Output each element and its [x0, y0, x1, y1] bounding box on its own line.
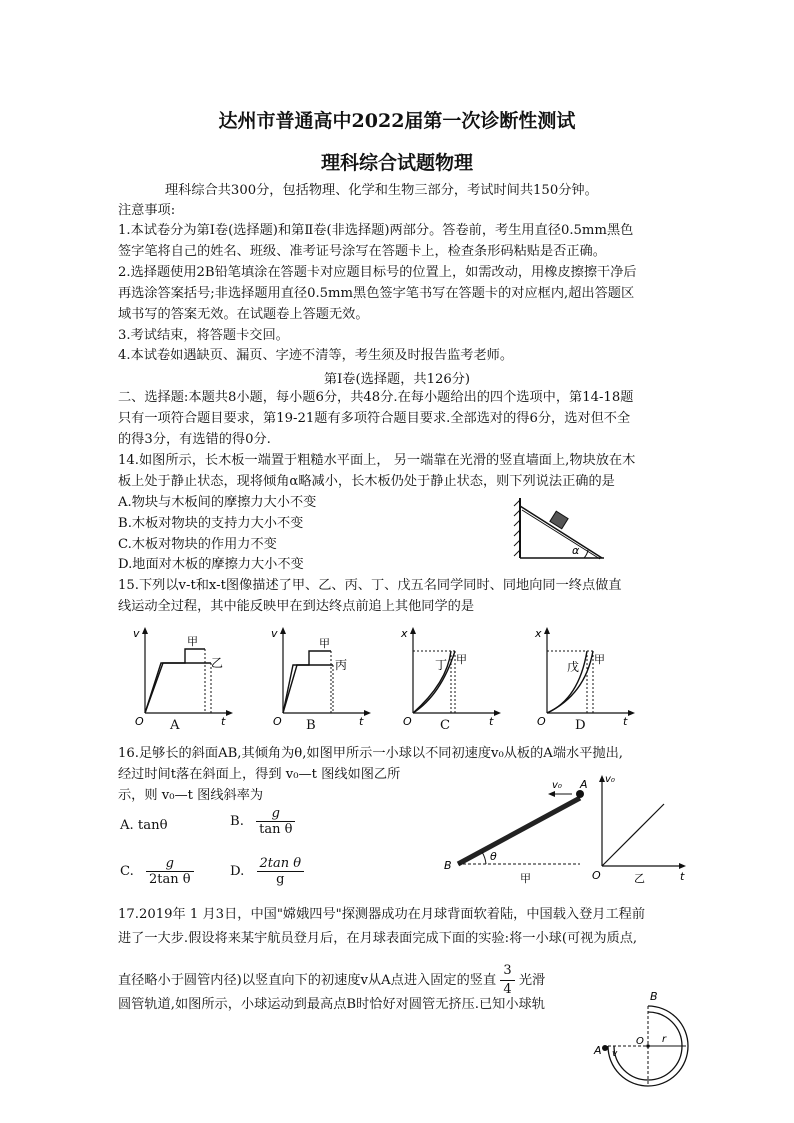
q15-stem: 线运动全过程，其中能反映甲在到达终点前追上其他同学的是 [118, 599, 475, 614]
denominator: 4 [503, 982, 512, 997]
q17-stem: 进了一大步.假设将来某宇航员登月后，在月球表面完成下面的实验:将一小球(可视为质点, [118, 931, 638, 946]
q15-graph-a [125, 625, 235, 735]
curve-label-wu: 戊 [567, 660, 580, 674]
q15-stem: 15.下列以v-t和x-t图像描述了甲、乙、丙、丁、戊五名同学同时、同地向同一终点做直 [118, 578, 622, 593]
option-label: C. [120, 864, 134, 879]
curve-label-jia: 甲 [456, 653, 467, 666]
point-b-label: B [444, 859, 452, 872]
curve-label-yi: 乙 [211, 656, 224, 670]
denominator: g [276, 872, 285, 887]
three-quarter-fraction [500, 962, 514, 999]
figure-caption: 甲 [520, 872, 531, 885]
figure-caption: 乙 [634, 872, 645, 885]
exam-summary: 理科综合共300分，包括物理、化学和生物三部分，考试时间共150分钟。 [165, 183, 598, 198]
origin-label: O [135, 715, 144, 728]
numerator: g [146, 856, 194, 872]
q16-option-a: A. tanθ [120, 818, 168, 833]
radius-label: r [662, 1034, 667, 1045]
axis-label-t: t [623, 715, 628, 728]
fraction [257, 856, 305, 887]
q14-option-b: B.木板对物块的支持力大小不变 [118, 516, 304, 531]
q14-option-c: C.木板对物块的作用力不变 [118, 537, 277, 552]
notice-line: 2.选择题使用2B铅笔填涂在答题卡对应题目标号的位置上，如需改动，用橡皮擦擦干净后 [118, 265, 637, 280]
numerator: g [256, 806, 295, 822]
axis-label-t: t [221, 715, 226, 728]
q16-figure-yi [590, 772, 690, 887]
q14-option-d: D.地面对木板的摩擦力大小不变 [118, 557, 304, 572]
origin-label: O [537, 715, 546, 728]
numerator: 2tan θ [257, 856, 305, 872]
axis-label-v: v [133, 627, 140, 640]
fraction [256, 806, 295, 837]
q15-option-c: C [440, 718, 451, 733]
q16-stem: 16.足够长的斜面AB,其倾角为θ,如图甲所示一小球以不同初速度v₀从板的A端水平抛出, [118, 746, 623, 761]
q14-stem: 14.如图所示，长木板一端置于粗糙水平面上， 另一端靠在光滑的竖直墙面上,物块放在木 [118, 453, 636, 468]
option-label: B. [230, 814, 244, 829]
page-subtitle: 理科综合试题物理 [320, 152, 473, 174]
section-heading: 第Ⅰ卷(选择题，共126分) [323, 372, 471, 387]
denominator: 2tan θ [149, 872, 191, 887]
q15-option-a: A [170, 718, 180, 733]
q17-text: 直径略小于圆管内径)以竖直向下的初速度v从A点进入固定的竖直 [118, 973, 497, 988]
q16-stem: 经过时间t落在斜面上，得到 v₀—t 图线如图乙所 [118, 767, 401, 782]
alpha-label: α [572, 544, 580, 557]
q16-stem: 示，则 v₀—t 图线斜率为 [118, 788, 264, 803]
axis-label-t: t [680, 870, 685, 883]
q15-graph-b [263, 625, 373, 735]
origin-label: O [592, 869, 601, 882]
point-a-label: A [594, 1044, 602, 1057]
notice-line: 4.本试卷如遇缺页、漏页、字迹不清等，考生须及时报告监考老师。 [118, 348, 514, 363]
point-a-label: A [580, 780, 588, 791]
q15-option-d: D [575, 718, 586, 733]
velocity-label: v [612, 1049, 618, 1059]
q17-tube-figure [590, 990, 700, 1100]
q14-stem: 板上处于静止状态，现将倾角α略减小，长木板仍处于静止状态，则下列说法正确的是 [118, 474, 615, 489]
axis-label-t: t [359, 715, 364, 728]
q17-stem: 17.2019年 1 月3日，中国"嫦娥四号"探测器成功在月球背面软着陆，中国载入登月工程前 [118, 907, 646, 922]
notice-line: 1.本试卷分为第Ⅰ卷(选择题)和第Ⅱ卷(非选择题)两部分。答卷前，考生用直径0.5mm黑色 [118, 223, 634, 238]
q16-figure-jia [440, 780, 600, 885]
curve-label-jia: 甲 [319, 637, 330, 650]
curve-label-ding: 丁 [435, 658, 448, 672]
notice-line: 签字笔将自己的姓名、班级、准考证号涂写在答题卡上，检查条形码粘贴是否正确。 [118, 244, 606, 259]
numerator: 3 [500, 962, 514, 981]
option-label: D. [230, 864, 245, 879]
section-instructions: 的得3分，有选错的得0分. [118, 432, 271, 447]
q17-text: 光滑 [518, 973, 546, 988]
section-instructions: 二、选择题:本题共8小题，每小题6分，共48分.在每小题给出的四个选项中，第14-18题 [118, 390, 634, 405]
notice-heading: 注意事项: [118, 203, 176, 218]
center-label: O [636, 1036, 644, 1047]
denominator: tan θ [259, 822, 293, 837]
page-title: 达州市普通高中2022届第一次诊断性测试 [218, 110, 576, 132]
axis-label-t: t [489, 715, 494, 728]
q16-option-c [120, 856, 194, 887]
point-b-label: B [650, 990, 658, 1003]
origin-label: O [403, 715, 412, 728]
q17-stem [118, 962, 545, 999]
notice-line: 再选涂答案括号;非选择题用直径0.5mm黑色签字笔书写在答题卡的对应框内,超出答题区 [118, 286, 635, 301]
notice-line: 3.考试结束，将答题卡交回。 [118, 328, 289, 343]
q17-stem: 圆管轨道,如图所示，小球运动到最高点B时恰好对圆管无挤压.已知小球轨 [118, 997, 545, 1012]
q15-option-b: B [306, 718, 316, 733]
curve-label-jia: 甲 [187, 635, 198, 648]
axis-label-x: x [401, 627, 408, 640]
origin-label: O [273, 715, 282, 728]
theta-label: θ [490, 850, 497, 863]
axis-label-v0: v₀ [605, 774, 615, 785]
v0-label: v₀ [552, 780, 562, 791]
axis-label-x: x [535, 627, 542, 640]
fraction [146, 856, 194, 887]
q14-incline-figure [512, 496, 612, 564]
q16-option-b [230, 806, 295, 837]
section-instructions: 只有一项符合题目要求，第19-21题有多项符合题目要求.全部选对的得6分，选对但不全 [118, 411, 631, 426]
q16-option-d [230, 856, 304, 887]
curve-label-jia: 甲 [594, 653, 605, 666]
q14-option-a: A.物块与木板间的摩擦力大小不变 [118, 495, 317, 510]
axis-label-v: v [271, 627, 278, 640]
notice-line: 域书写的答案无效。在试题卷上答题无效。 [118, 307, 369, 322]
curve-label-bing: 丙 [335, 658, 348, 672]
